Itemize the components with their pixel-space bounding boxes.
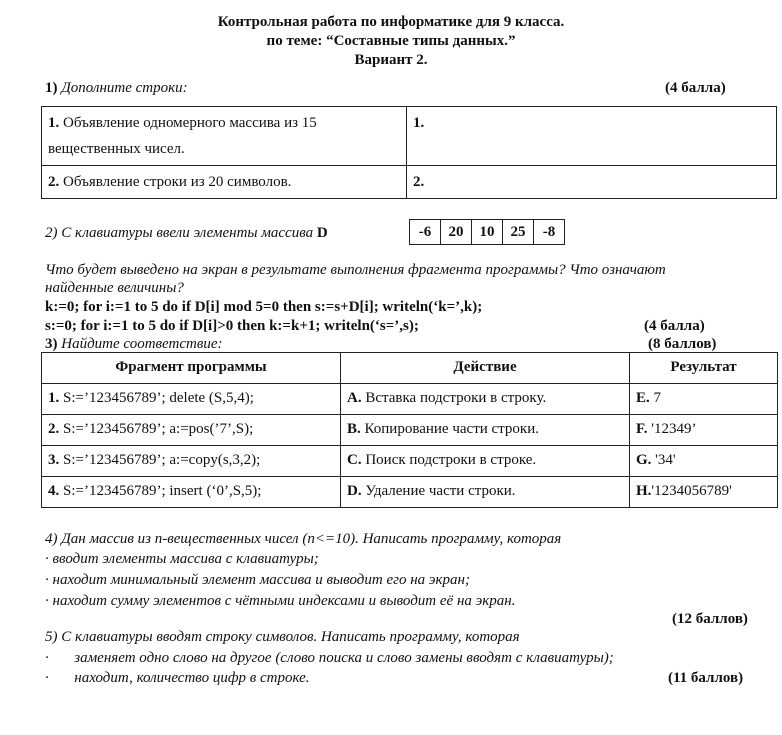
row-number: 3. — [48, 452, 60, 468]
code-text: S:=’123456789’; insert (‘0’,S,5); — [63, 483, 262, 499]
action-cell — [341, 384, 630, 415]
task2-title — [45, 225, 328, 242]
bullet-text: заменяет одно слово на другое (слово поиска и слово замены вводят с клавиатуры); — [74, 650, 614, 666]
action-letter: B. — [347, 421, 361, 437]
header-variant: Вариант 2. — [354, 52, 428, 68]
array-cell: 20 — [441, 220, 472, 245]
bullet-mark: · — [45, 670, 49, 686]
task4-points: (12 баллов) — [672, 611, 748, 627]
row-number: 2. — [48, 174, 60, 190]
task2-code-line2: s:=0; for i:=1 to 5 do if D[i]>0 then k:=k+1; writeln(‘s=’,s); — [45, 318, 419, 334]
result-text: '12349’ — [651, 421, 697, 437]
col-header-action: Действие — [341, 353, 630, 384]
action-cell — [341, 477, 630, 508]
table-row — [42, 477, 778, 508]
task1-title — [45, 80, 188, 97]
array-cell: 25 — [503, 220, 534, 245]
code-text: S:=’123456789’; a:=pos(’7’,S); — [63, 421, 254, 437]
task2-array — [409, 219, 565, 245]
task2-title-text: 2) С клавиатуры ввели элементы массива — [45, 225, 314, 241]
table-row — [42, 384, 778, 415]
header-line-2: по теме: “Составные типы данных.” — [266, 33, 516, 49]
result-letter: H. — [636, 483, 652, 499]
task5-bullet-1 — [45, 650, 614, 667]
task2-code-line1: k:=0; for i:=1 to 5 do if D[i] mod 5=0 then s:=s+D[i]; writeln(‘k=’,k); — [45, 299, 483, 315]
table-row — [42, 107, 777, 166]
task5-bullet-2 — [45, 670, 310, 687]
row-number: 1. — [48, 390, 60, 406]
row-text: Объявление строки из 20 символов. — [63, 174, 292, 190]
fragment-cell — [42, 415, 341, 446]
row-number: 1. — [48, 115, 60, 131]
result-text: '34' — [655, 452, 676, 468]
row-text: Объявление одномерного массива из 15 вещественных чисел. — [48, 115, 317, 157]
col-header-fragment: Фрагмент программы — [42, 353, 341, 384]
action-cell — [341, 415, 630, 446]
result-text: '1234056789' — [651, 483, 732, 499]
fragment-cell — [42, 384, 341, 415]
result-text: 7 — [653, 390, 662, 406]
task2-question-line1: Что будет выведено на экран в результате выполнения фрагмента программы? Что означают — [45, 262, 666, 278]
task1-table — [41, 106, 777, 199]
result-cell — [630, 415, 778, 446]
table-row — [42, 446, 778, 477]
task1-row2-prompt — [42, 166, 407, 199]
code-text: S:=’123456789’; delete (S,5,4); — [63, 390, 254, 406]
action-text: Копирование части строки. — [364, 421, 539, 437]
task1-row1-answer[interactable]: 1. — [407, 107, 777, 166]
task3-table — [41, 352, 778, 508]
action-text: Поиск подстроки в строке. — [365, 452, 537, 468]
row-number: 2. — [48, 421, 60, 437]
result-cell — [630, 477, 778, 508]
task1-points: (4 балла) — [665, 80, 726, 96]
table-row — [42, 166, 777, 199]
task1-row1-prompt — [42, 107, 407, 166]
result-letter: F. — [636, 421, 648, 437]
action-cell — [341, 446, 630, 477]
row-number: 4. — [48, 483, 60, 499]
array-cell: -6 — [410, 220, 441, 245]
task1-title-text: Дополните строки: — [61, 80, 188, 96]
result-cell — [630, 384, 778, 415]
array-cell: -8 — [534, 220, 565, 245]
task1-number: 1) — [45, 80, 58, 96]
task4-bullet-1: · вводит элементы массива с клавиатуры; — [45, 551, 319, 567]
action-text: Вставка подстроки в строку. — [365, 390, 547, 406]
task4-bullet-3: · находит сумму элементов с чётными индексами и выводит её на экран. — [45, 593, 516, 609]
result-letter: E. — [636, 390, 650, 406]
task3-title-text: Найдите соответствие: — [61, 336, 223, 352]
task1-row2-answer[interactable]: 2. — [407, 166, 777, 199]
action-letter: D. — [347, 483, 362, 499]
task4-intro: 4) Дан массив из n-вещественных чисел (n<=10). Написать программу, которая — [45, 531, 562, 547]
task3-title — [45, 336, 223, 353]
array-cell: 10 — [472, 220, 503, 245]
bullet-text: находит, количество цифр в строке. — [74, 670, 310, 686]
action-text: Удаление части строки. — [365, 483, 516, 499]
task2-array-name: D — [316, 225, 328, 241]
code-text: S:=’123456789’; a:=copy(s,3,2); — [63, 452, 261, 468]
table-header-row — [42, 353, 778, 384]
result-cell — [630, 446, 778, 477]
fragment-cell — [42, 477, 341, 508]
col-header-result: Результат — [630, 353, 778, 384]
task4-bullet-2: · находит минимальный элемент массива и выводит его на экран; — [45, 572, 470, 588]
result-letter: G. — [636, 452, 652, 468]
task2-question-line2: найденные величины? — [45, 280, 184, 296]
fragment-cell — [42, 446, 341, 477]
action-letter: C. — [347, 452, 362, 468]
bullet-mark: · — [45, 650, 49, 666]
task5-points: (11 баллов) — [668, 670, 744, 686]
task3-number: 3) — [45, 336, 58, 352]
header-line-1: Контрольная работа по информатике для 9 класса. — [217, 14, 565, 30]
table-row — [42, 415, 778, 446]
task3-points: (8 баллов) — [648, 336, 717, 352]
action-letter: А. — [347, 390, 362, 406]
task5-intro: 5) С клавиатуры вводят строку символов. Написать программу, которая — [45, 629, 520, 645]
task2-points: (4 балла) — [644, 318, 705, 334]
